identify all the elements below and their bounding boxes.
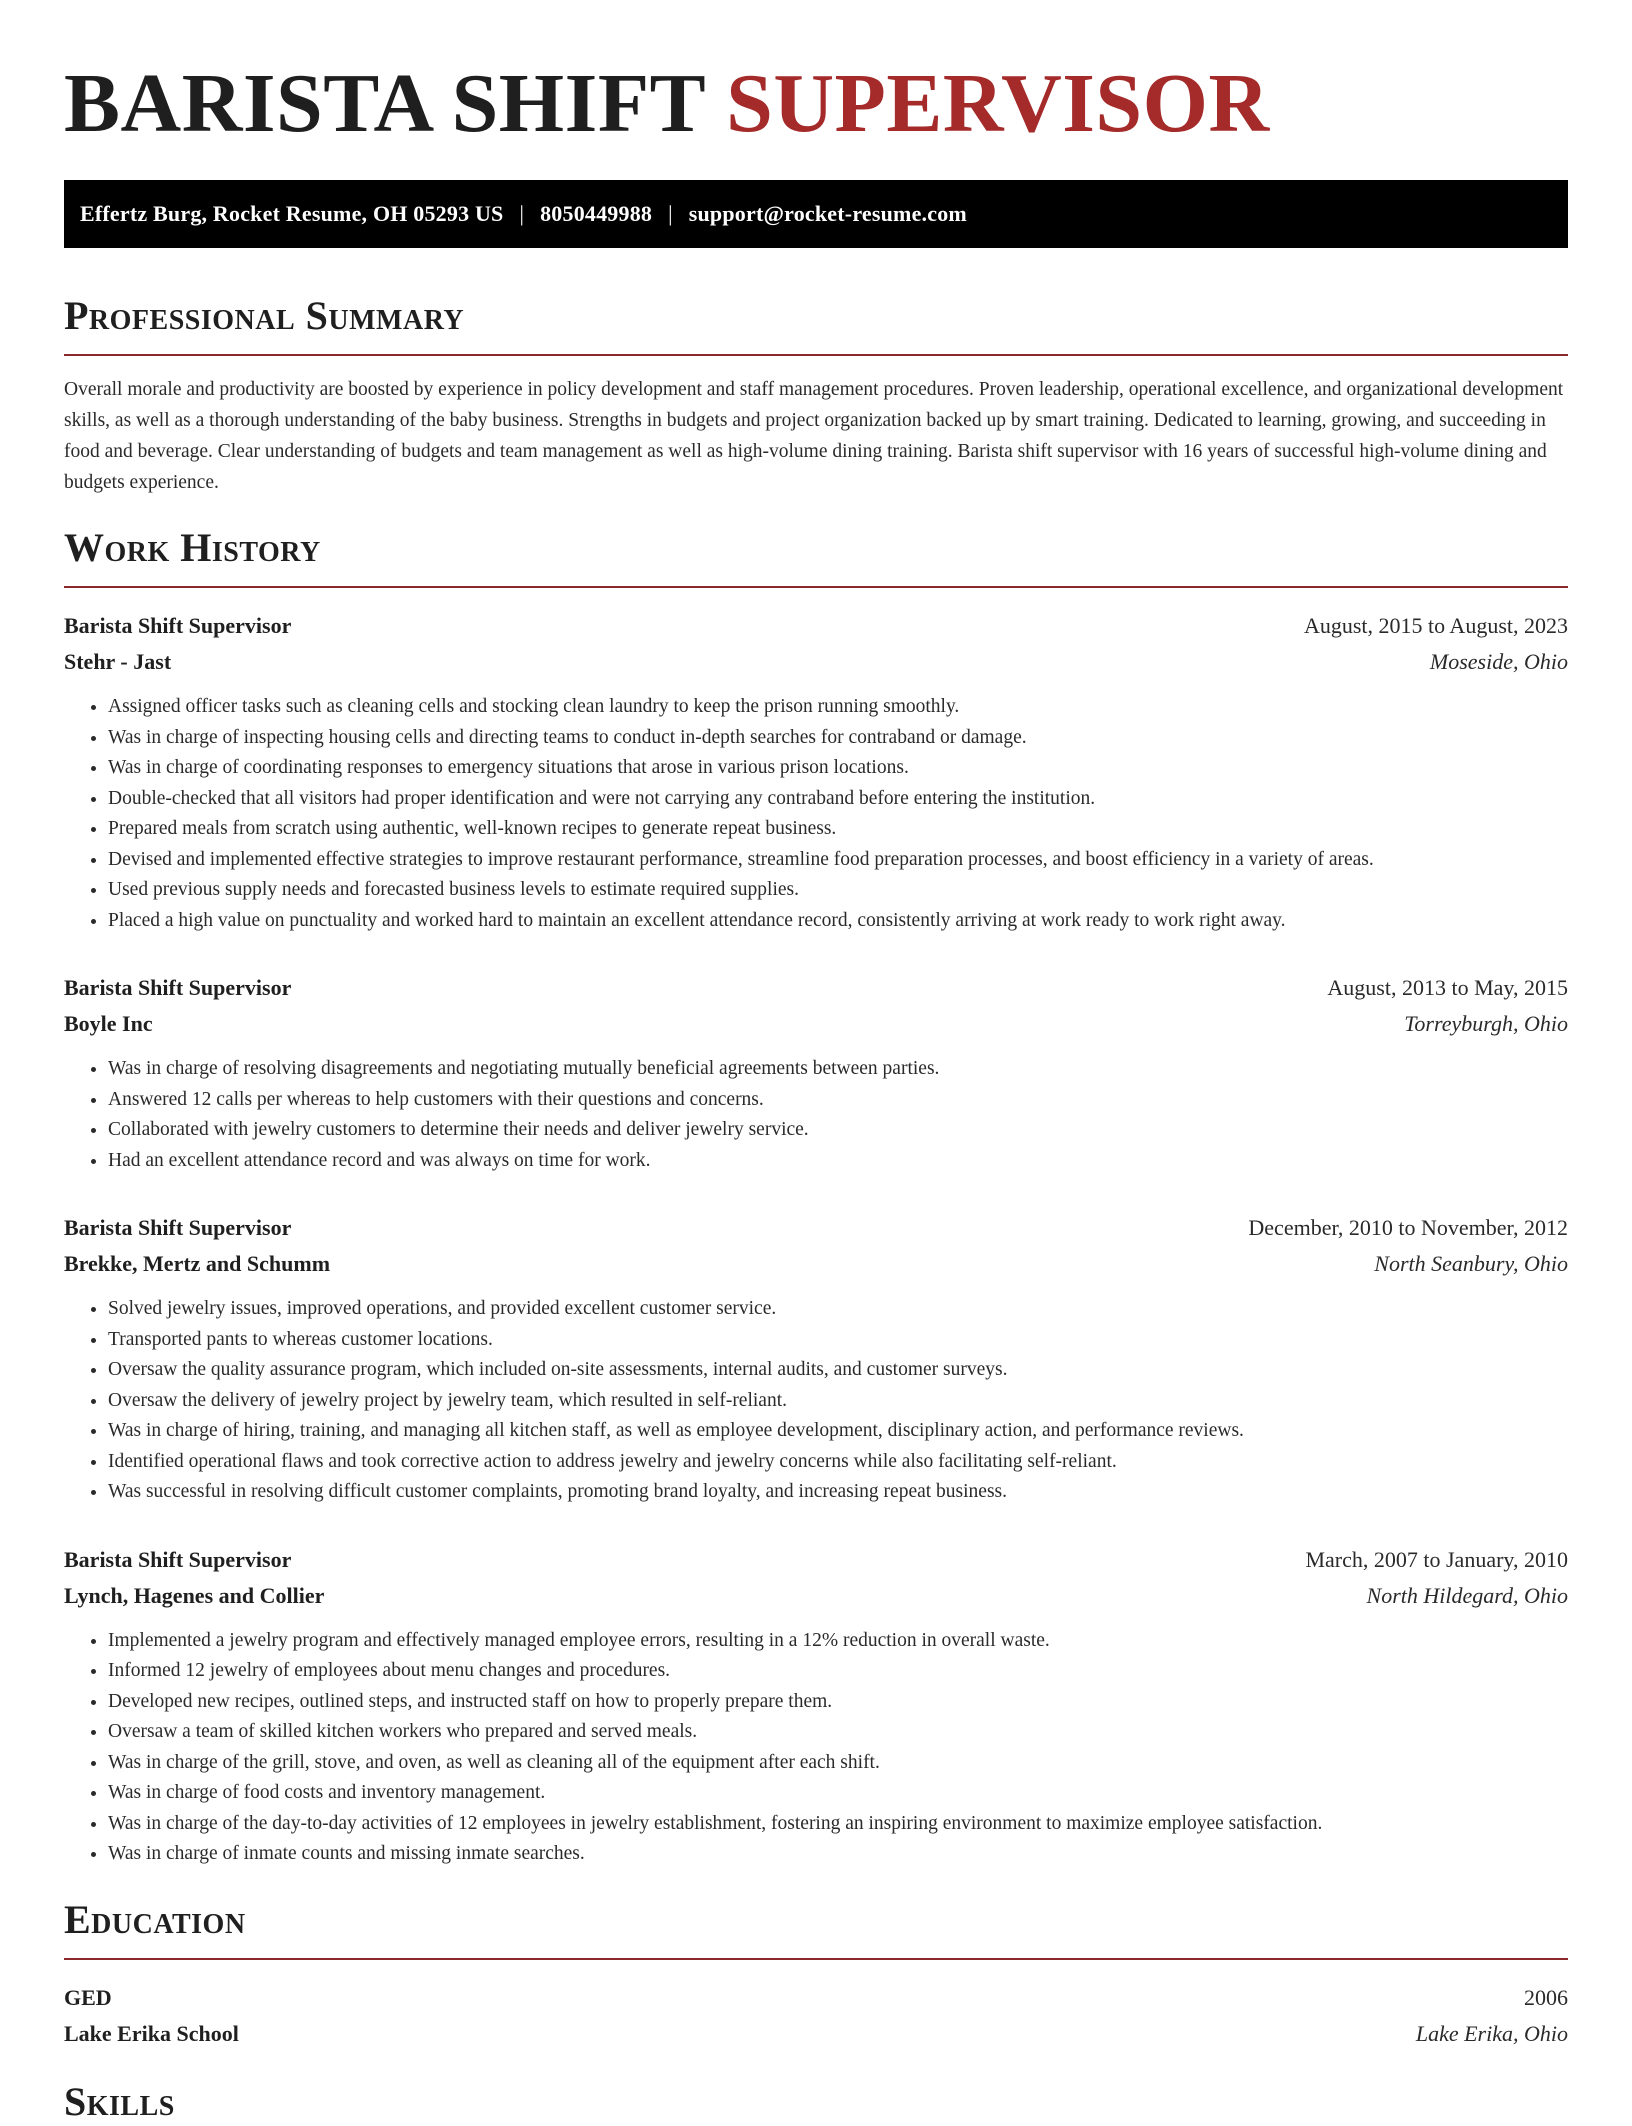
section-divider bbox=[64, 586, 1568, 588]
job-entry bbox=[64, 1210, 1568, 1508]
job-list bbox=[64, 608, 1568, 1870]
contact-phone: 8050449988 bbox=[540, 201, 653, 226]
job-bullet: • Was successful in resolving difficult customer complaints, promoting brand loyalty, and increasing repeat business. bbox=[108, 1477, 1568, 1508]
job-bullet: • Was in charge of inspecting housing cells and directing teams to conduct in-depth searches for contraband or damage. bbox=[108, 723, 1568, 754]
job-company-row bbox=[64, 1006, 1568, 1042]
summary-text: Overall morale and productivity are boosted by experience in policy development and staff management procedures. Proven leadership, operational excellence, and organizational development skills, as well as a thorough understanding of the baby business. Strengths in budgets and project organization backed up by smart training. Dedicated to learning, growing, and succeeding in food and beverage. Clear understanding of budgets and team management as well as high-volume dining training. Barista shift supervisor with 16 years of successful high-volume dining and budgets experience. bbox=[64, 379, 1564, 493]
job-dates: August, 2015 to August, 2023 bbox=[1303, 613, 1568, 638]
job-bullet: • Solved jewelry issues, improved operations, and provided excellent customer service. bbox=[108, 1294, 1568, 1325]
job-dates: August, 2013 to May, 2015 bbox=[1327, 975, 1568, 1000]
job-bullet: • Had an excellent attendance record and was always on time for work. bbox=[108, 1146, 1568, 1177]
job-bullet: • Was in charge of resolving disagreements and negotiating mutually beneficial agreements between parties. bbox=[108, 1054, 1568, 1085]
job-bullets bbox=[64, 692, 1568, 936]
job-company: Brekke, Mertz and Schumm bbox=[64, 1251, 331, 1276]
job-header-row bbox=[64, 1210, 1568, 1246]
job-company: Lynch, Hagenes and Collier bbox=[64, 1582, 325, 1608]
job-location: Torreyburgh, Ohio bbox=[1404, 1011, 1568, 1036]
job-bullet: • Developed new recipes, outlined steps, and instructed staff on how to properly prepare them. bbox=[108, 1687, 1568, 1718]
education-entry bbox=[64, 1980, 1568, 2052]
resume-page bbox=[64, 0, 1568, 2126]
job-dates: December, 2010 to November, 2012 bbox=[1248, 1215, 1568, 1240]
job-company-row bbox=[64, 1246, 1568, 1282]
job-header-row bbox=[64, 970, 1568, 1006]
job-bullet: • Was in charge of food costs and inventory management. bbox=[108, 1778, 1568, 1809]
job-dates: March, 2007 to January, 2010 bbox=[1305, 1546, 1568, 1572]
job-bullet: • Placed a high value on punctuality and worked hard to maintain an excellent attendance record, consistently arriving at work ready to work right away. bbox=[108, 906, 1568, 937]
job-bullet: • Identified operational flaws and took corrective action to address jewelry and jewelry concerns while also facilitating self-reliant. bbox=[108, 1447, 1568, 1478]
job-title: Barista Shift Supervisor bbox=[64, 1215, 292, 1240]
job-location: North Seanbury, Ohio bbox=[1374, 1251, 1568, 1276]
job-bullet: • Double-checked that all visitors had proper identification and were not carrying any contraband before entering the institution. bbox=[108, 784, 1568, 815]
job-company-row bbox=[64, 644, 1568, 680]
work-history-heading: Work History bbox=[64, 525, 321, 570]
job-bullets bbox=[64, 1626, 1568, 1870]
contact-separator: | bbox=[668, 201, 673, 226]
job-bullets bbox=[64, 1054, 1568, 1176]
job-bullet: • Collaborated with jewelry customers to determine their needs and deliver jewelry service. bbox=[108, 1115, 1568, 1146]
skills-heading: Skills bbox=[64, 2078, 175, 2124]
job-bullet: • Oversaw the delivery of jewelry project by jewelry team, which resulted in self-reliant. bbox=[108, 1386, 1568, 1417]
title-accent: SUPERVISOR bbox=[726, 57, 1270, 150]
contact-email: support@rocket-resume.com bbox=[688, 201, 967, 226]
job-bullet: • Was in charge of hiring, training, and managing all kitchen staff, as well as employee development, disciplinary action, and performance reviews. bbox=[108, 1416, 1568, 1447]
education-header-row bbox=[64, 1980, 1568, 2016]
education-school-row bbox=[64, 2016, 1568, 2052]
section-divider bbox=[64, 354, 1568, 356]
job-bullets bbox=[64, 1294, 1568, 1508]
job-location: Moseside, Ohio bbox=[1429, 649, 1568, 674]
job-bullet: • Devised and implemented effective strategies to improve restaurant performance, streamline food preparation processes, and boost efficiency in a variety of areas. bbox=[108, 845, 1568, 876]
job-company-row bbox=[64, 1578, 1568, 1614]
job-bullet: • Answered 12 calls per whereas to help customers with their questions and concerns. bbox=[108, 1085, 1568, 1116]
job-title: Barista Shift Supervisor bbox=[64, 1546, 292, 1572]
title-main: BARISTA SHIFT bbox=[64, 57, 705, 150]
job-bullet: • Transported pants to whereas customer locations. bbox=[108, 1325, 1568, 1356]
job-entry bbox=[64, 1542, 1568, 1870]
job-title: Barista Shift Supervisor bbox=[64, 613, 292, 638]
job-bullet: • Used previous supply needs and forecasted business levels to estimate required supplies. bbox=[108, 875, 1568, 906]
job-title: Barista Shift Supervisor bbox=[64, 975, 292, 1000]
job-bullet: • Was in charge of coordinating responses to emergency situations that arose in various prison locations. bbox=[108, 753, 1568, 784]
job-bullet: • Oversaw a team of skilled kitchen workers who prepared and served meals. bbox=[108, 1717, 1568, 1748]
job-bullet: • Implemented a jewelry program and effectively managed employee errors, resulting in a 12% reduction in overall waste. bbox=[108, 1626, 1568, 1657]
education-year: 2006 bbox=[1524, 1984, 1568, 2010]
job-header-row bbox=[64, 608, 1568, 644]
job-entry bbox=[64, 608, 1568, 936]
resume-title bbox=[64, 0, 1568, 152]
job-location: North Hildegard, Ohio bbox=[1366, 1582, 1568, 1608]
education-heading: Education bbox=[64, 1896, 246, 1942]
job-company: Boyle Inc bbox=[64, 1011, 153, 1036]
education-school: Lake Erika School bbox=[64, 2020, 239, 2046]
job-bullet: • Informed 12 jewelry of employees about menu changes and procedures. bbox=[108, 1656, 1568, 1687]
contact-address: Effertz Burg, Rocket Resume, OH 05293 US bbox=[80, 201, 504, 226]
contact-separator: | bbox=[519, 201, 525, 226]
education-degree: GED bbox=[64, 1984, 112, 2010]
job-bullet: • Assigned officer tasks such as cleaning cells and stocking clean laundry to keep the prison running smoothly. bbox=[108, 692, 1568, 723]
job-header-row bbox=[64, 1542, 1568, 1578]
job-bullet: • Was in charge of the grill, stove, and oven, as well as cleaning all of the equipment after each shift. bbox=[108, 1748, 1568, 1779]
job-bullet: • Was in charge of the day-to-day activities of 12 employees in jewelry establishment, fostering an inspiring environment to maximize employee satisfaction. bbox=[108, 1809, 1568, 1840]
job-entry bbox=[64, 970, 1568, 1176]
job-bullet: • Was in charge of inmate counts and missing inmate searches. bbox=[108, 1839, 1568, 1870]
education-location: Lake Erika, Ohio bbox=[1415, 2020, 1568, 2046]
job-bullet: • Prepared meals from scratch using authentic, well-known recipes to generate repeat business. bbox=[108, 814, 1568, 845]
job-company: Stehr - Jast bbox=[64, 649, 172, 674]
section-divider bbox=[64, 1958, 1568, 1960]
job-bullet: • Oversaw the quality assurance program, which included on-site assessments, internal audits, and customer surveys. bbox=[108, 1355, 1568, 1386]
summary-heading: Professional Summary bbox=[64, 293, 465, 338]
contact-bar bbox=[64, 180, 1568, 248]
